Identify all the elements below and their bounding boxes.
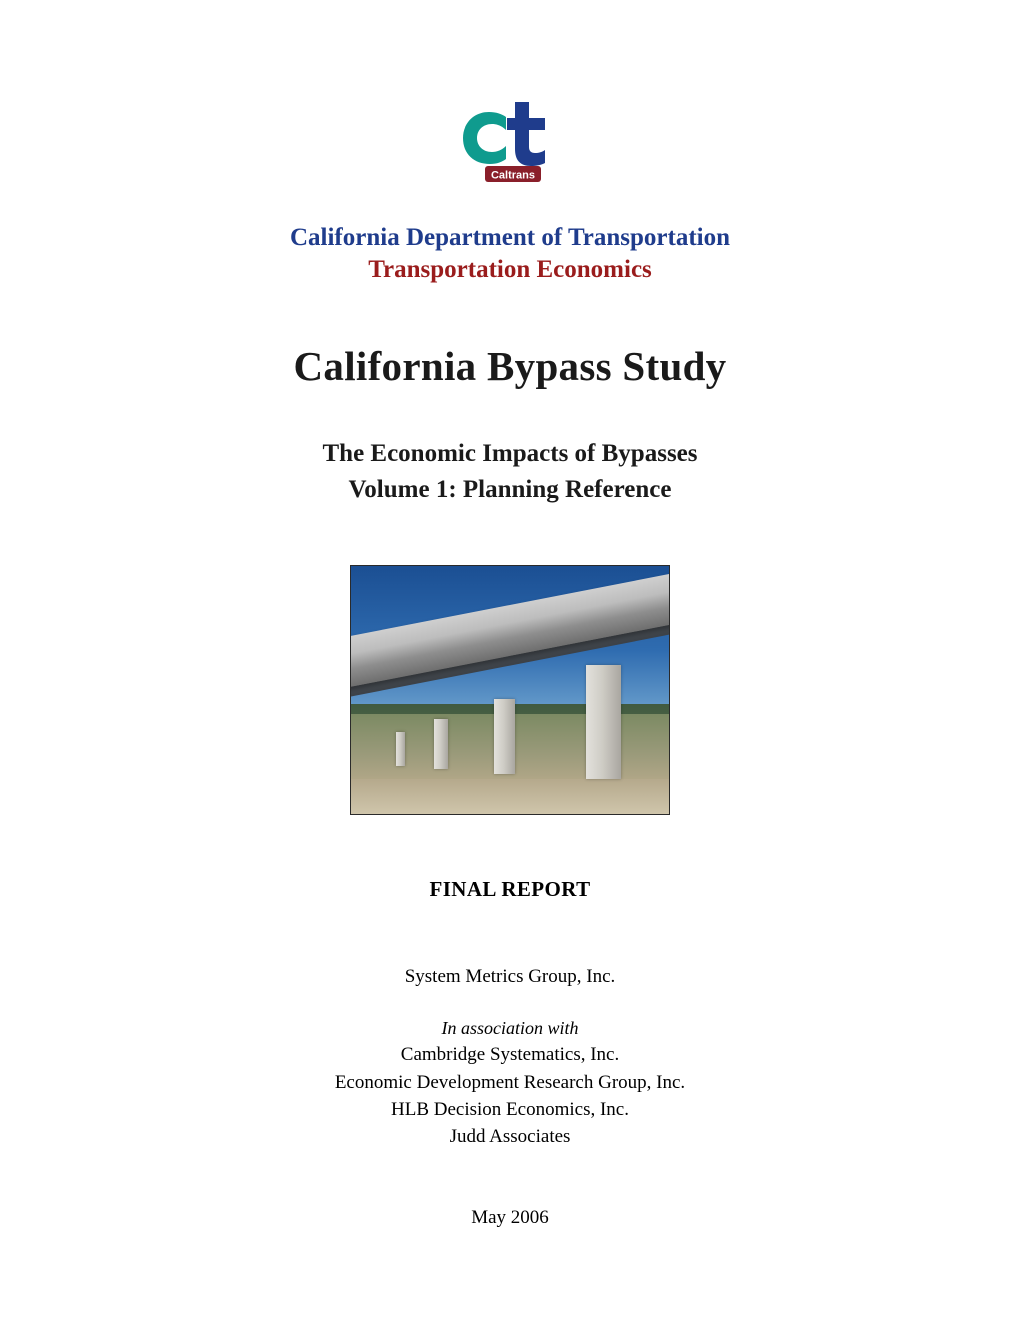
association-block <box>0 1016 1020 1151</box>
photo-foreground-road <box>351 779 669 814</box>
association-intro: In association with <box>441 1017 579 1038</box>
agency-line-2: Transportation Economics <box>368 256 652 283</box>
cover-photo-container <box>0 565 1020 815</box>
subtitle-line-1: The Economic Impacts of Bypasses <box>322 440 698 467</box>
document-subtitle <box>0 436 1020 509</box>
logo-wordmark: Caltrans <box>490 169 536 182</box>
publication-date: May 2006 <box>471 1206 549 1228</box>
caltrans-logo <box>455 100 565 188</box>
author-name: System Metrics Group, Inc. <box>404 965 616 987</box>
report-type-label: FINAL REPORT <box>429 876 591 901</box>
association-partner: Judd Associates <box>449 1126 571 1148</box>
cover-photo <box>350 565 670 815</box>
photo-bridge-pier <box>586 665 621 779</box>
association-partner: Cambridge Systematics, Inc. <box>400 1044 620 1066</box>
photo-bridge-pier <box>396 732 406 767</box>
agency-heading <box>0 222 1020 286</box>
association-partner: HLB Decision Economics, Inc. <box>391 1099 629 1121</box>
photo-bridge-pier <box>494 699 515 773</box>
caltrans-logo-icon <box>455 100 565 188</box>
agency-line-1: California Department of Transportation <box>289 224 730 251</box>
page-title: California Bypass Study <box>293 343 727 389</box>
association-partner: Economic Development Research Group, Inc. <box>334 1071 686 1093</box>
logo-container <box>0 0 1020 188</box>
photo-bridge-pier <box>434 719 448 769</box>
subtitle-line-2: Volume 1: Planning Reference <box>348 476 672 504</box>
